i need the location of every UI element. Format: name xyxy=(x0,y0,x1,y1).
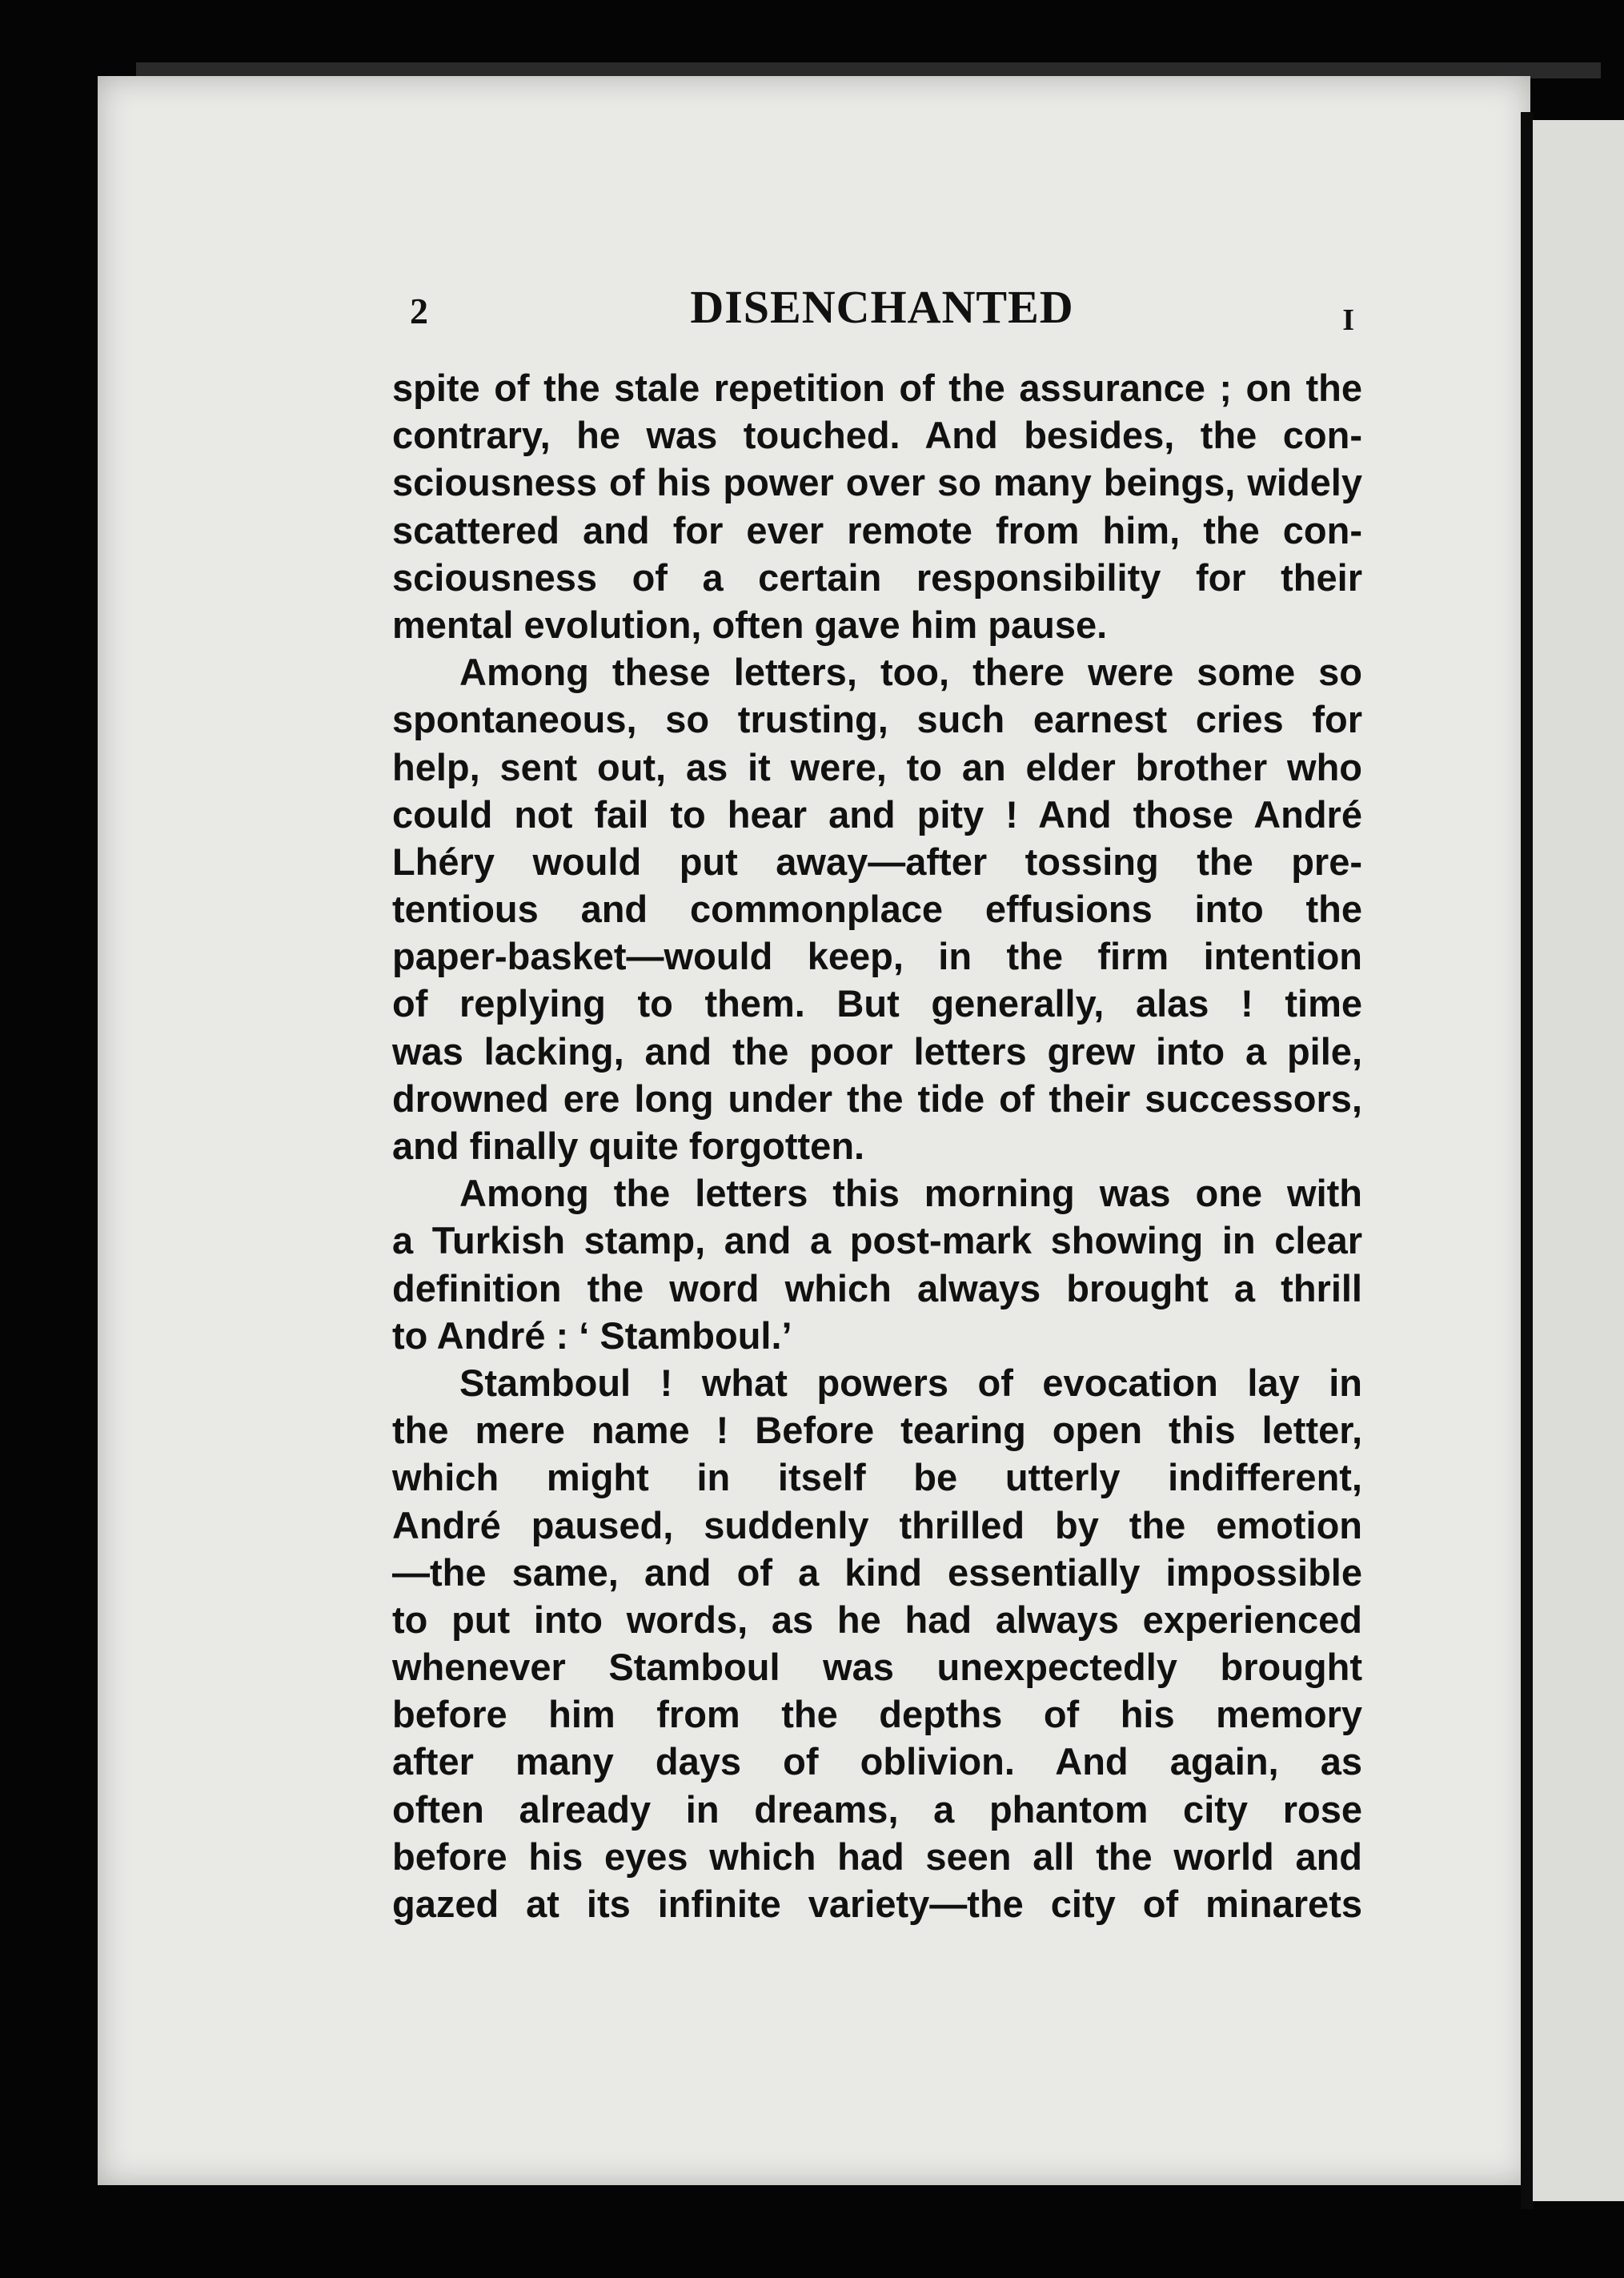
text-line: to put into words, as he had always experienced xyxy=(392,1598,1362,1641)
text-line: scattered and for ever remote from him, the con- xyxy=(392,508,1362,551)
page-number: 2 xyxy=(410,291,428,331)
text-line: sciousness of his power over so many beings, widely xyxy=(392,461,1362,504)
text-line: often already in dreams, a phantom city rose xyxy=(392,1787,1362,1831)
text-line: Lhéry would put away—after tossing the pre- xyxy=(392,840,1362,883)
running-header xyxy=(410,280,1354,344)
text-line: which might in itself be utterly indifferent, xyxy=(392,1456,1362,1499)
text-line: drowned ere long under the tide of their successors, xyxy=(392,1077,1362,1120)
text-line: could not fail to hear and pity ! And those André xyxy=(392,792,1362,836)
text-line: sciousness of a certain responsibility for their xyxy=(392,555,1362,599)
text-line: contrary, he was touched. And besides, the con- xyxy=(392,414,1362,457)
body-text xyxy=(392,364,1362,1927)
text-line: paper-basket—would keep, in the firm intention xyxy=(392,935,1362,978)
text-line: Stamboul ! what powers of evocation lay in xyxy=(459,1361,1362,1404)
text-line: tentious and commonplace effusions into the xyxy=(392,888,1362,931)
book-gutter xyxy=(1521,112,1534,2209)
text-line: to André : ‘ Stamboul.’ xyxy=(392,1313,792,1357)
text-line: of replying to them. But generally, alas ! time xyxy=(392,982,1362,1025)
text-line: Among the letters this morning was one with xyxy=(459,1172,1362,1215)
text-line: before him from the depths of his memory xyxy=(392,1693,1362,1736)
text-line: spite of the stale repetition of the assurance ; on the xyxy=(392,367,1362,409)
next-page-edge xyxy=(1533,120,1624,2201)
text-line: —the same, and of a kind essentially impossible xyxy=(392,1550,1362,1594)
text-line: a Turkish stamp, and a post-mark showing in clear xyxy=(392,1219,1362,1262)
text-line: André paused, suddenly thrilled by the emotion xyxy=(392,1503,1362,1546)
text-line: spontaneous, so trusting, such earnest cries for xyxy=(392,698,1362,741)
text-line: after many days of oblivion. And again, as xyxy=(392,1740,1362,1783)
text-line: was lacking, and the poor letters grew into a pile, xyxy=(392,1029,1362,1073)
text-line: Among these letters, too, there were some so xyxy=(459,651,1362,694)
running-title: DISENCHANTED xyxy=(690,281,1074,333)
chapter-number: I xyxy=(1342,303,1354,337)
text-line: help, sent out, as it were, to an elder brother who xyxy=(392,745,1362,788)
text-line: whenever Stamboul was unexpectedly brought xyxy=(392,1646,1362,1689)
text-line: before his eyes which had seen all the world and xyxy=(392,1835,1362,1878)
text-line: the mere name ! Before tearing open this letter, xyxy=(392,1409,1362,1452)
text-line: mental evolution, often gave him pause. xyxy=(392,603,1108,646)
text-line: gazed at its infinite variety—the city of minarets xyxy=(392,1883,1362,1925)
text-line: and finally quite forgotten. xyxy=(392,1125,865,1167)
text-line: definition the word which always brought a thrill xyxy=(392,1266,1362,1309)
